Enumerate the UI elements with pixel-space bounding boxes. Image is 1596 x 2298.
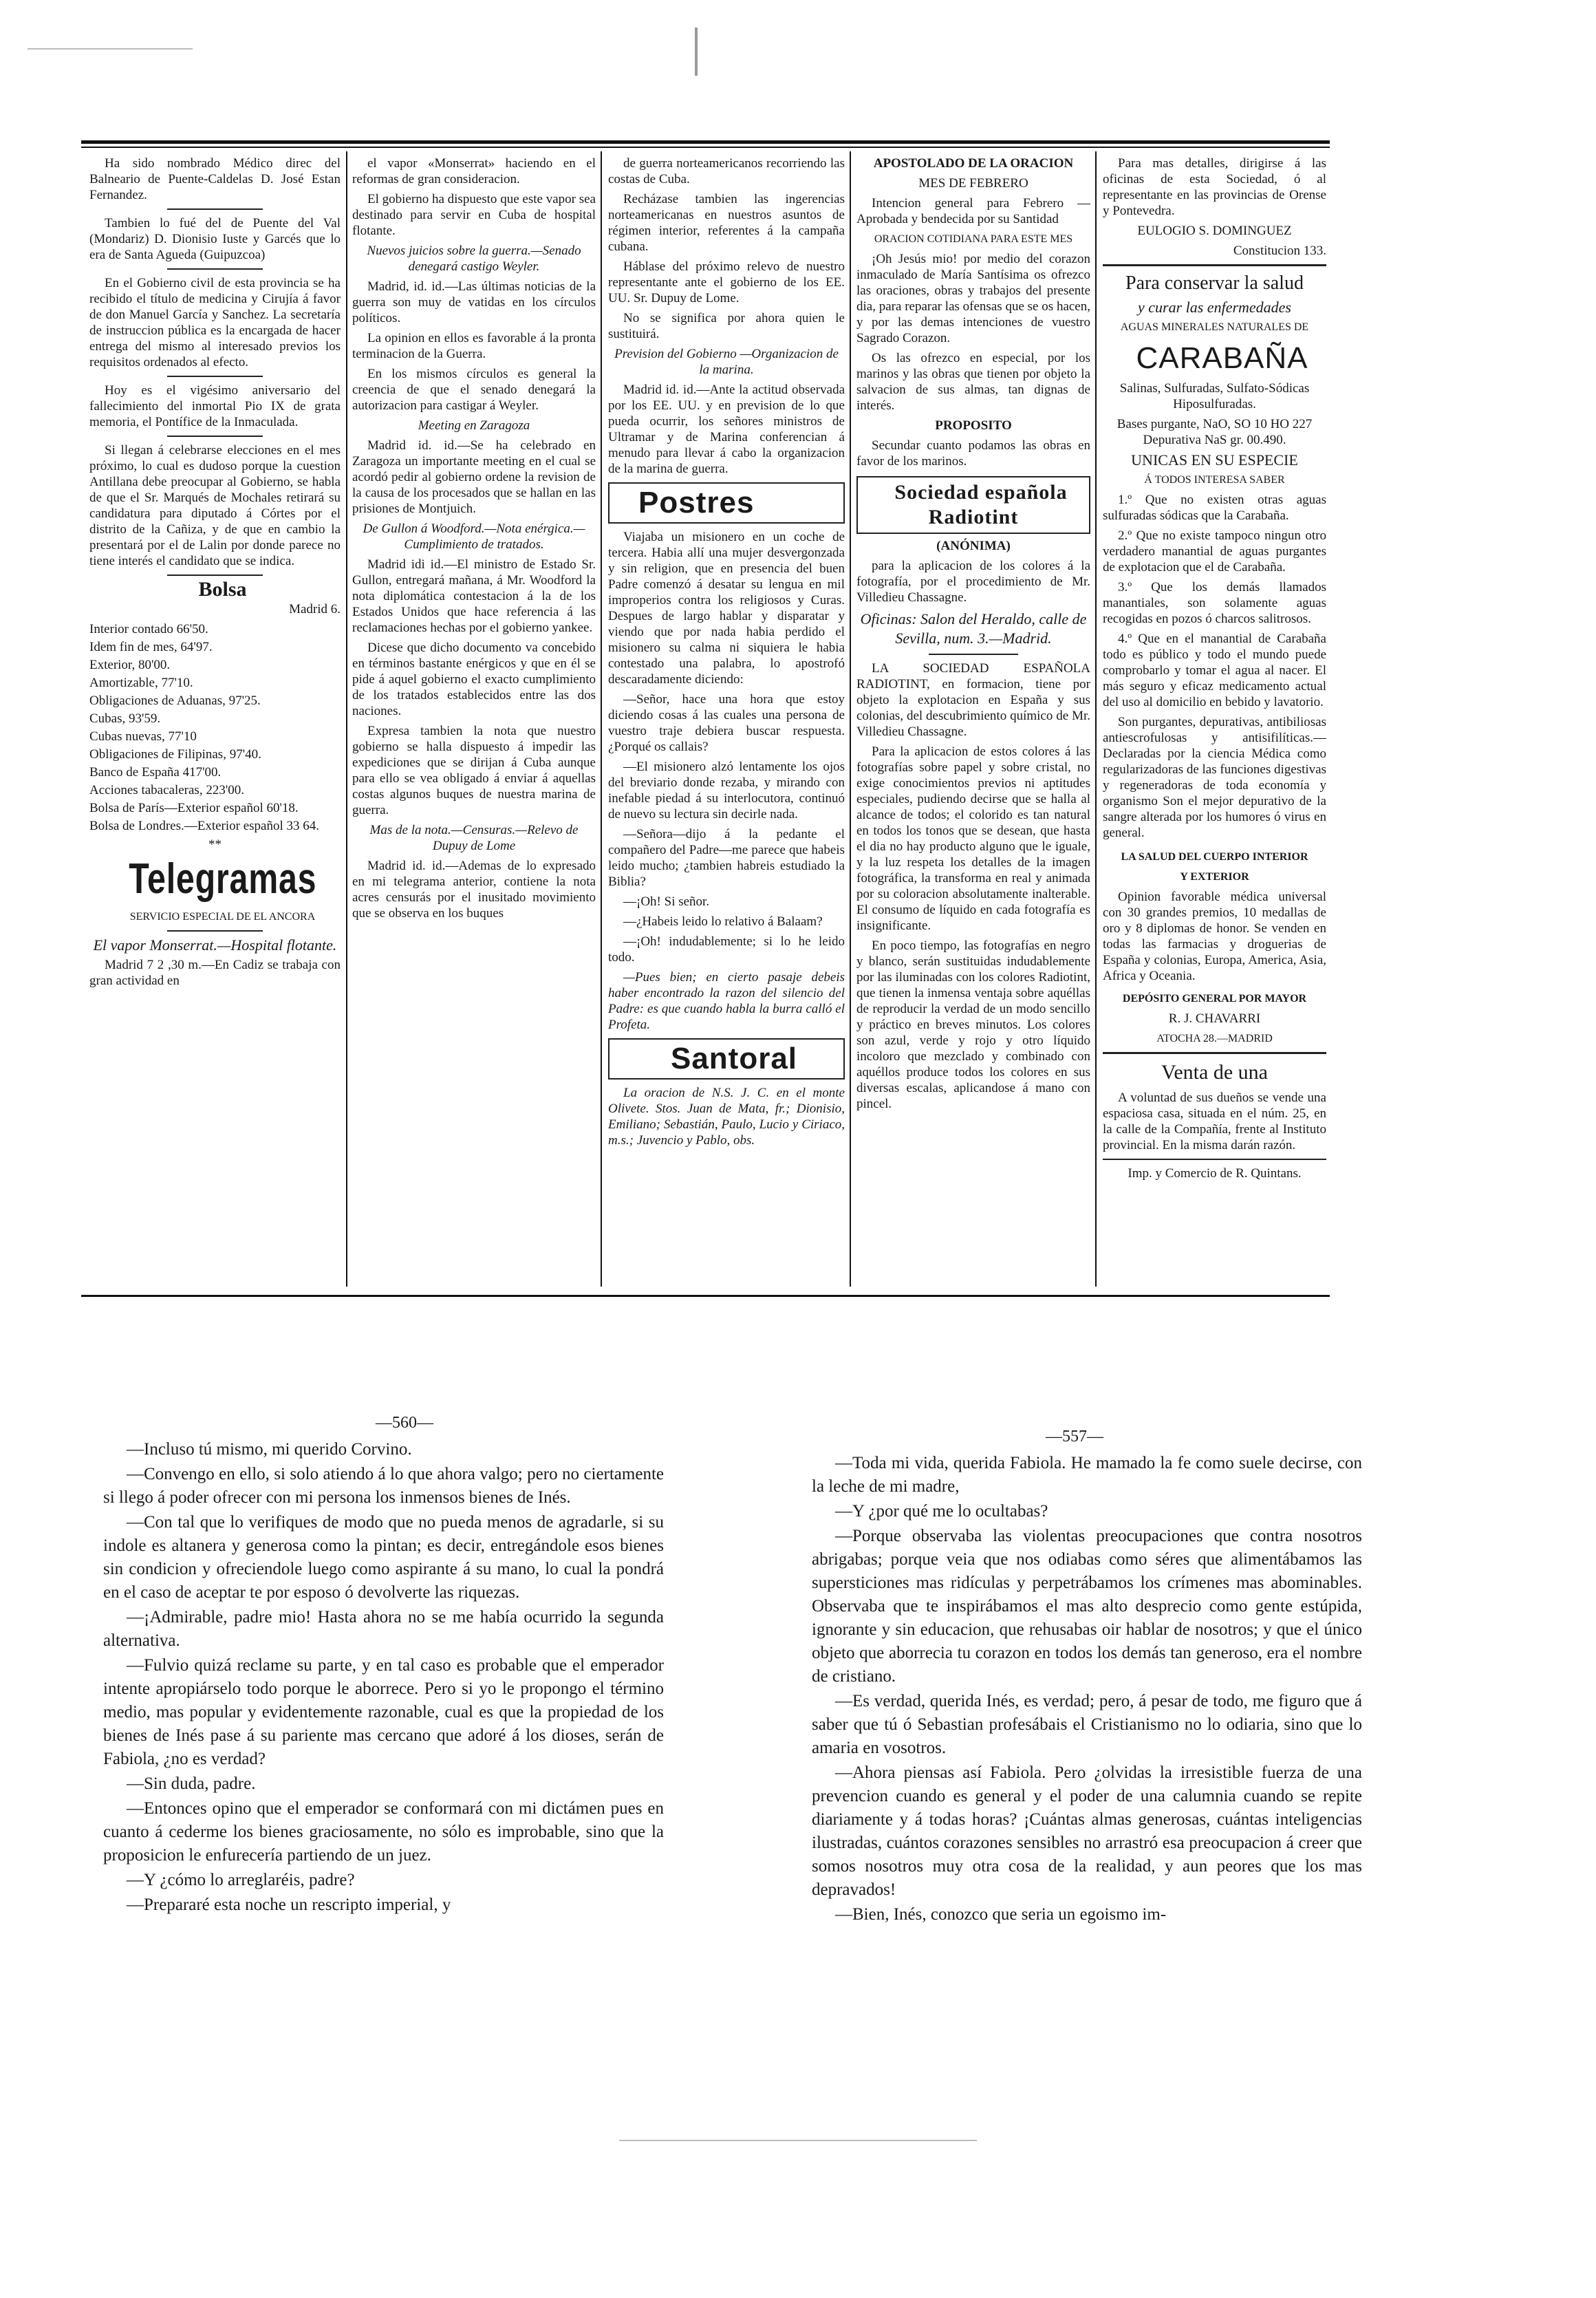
section-head: MES DE FEBRERO [918,176,1028,191]
news-item: Para mas detalles, dirigirse á las oficinas de esta Sociedad, ó al representante en las provincias de Orense y Pontevedra. [1103,156,1326,218]
ad-text: LA SALUD DEL CUERPO INTERIOR [1121,851,1308,863]
book-paragraph: —Bien, Inés, conozco que seria un egoismo im- [835,1905,1167,1924]
column-1 [89,155,341,1291]
news-item: el vapor «Monserrat» haciendo en el reformas de gran consideracion. [352,156,596,186]
book-page-right [812,1452,1362,2071]
bolsa-row: Obligaciones de Aduanas, 97'25. [89,694,261,708]
imprenta: Imp. y Comercio de R. Quintans. [1128,1166,1302,1181]
book-paragraph: —Y ¿por qué me lo ocultabas? [835,1502,1048,1521]
bolsa-row: Acciones tabacaleras, 223'00. [89,783,244,797]
radiotint-address: Oficinas: Salon del Heraldo, calle de Sevilla, num. 3.—Madrid. [860,610,1087,647]
anecdote: —Pues bien; en cierto pasaje debeis haber encontrado la razon del silencio del Padre: es que cuando habla la burra calló el Profeta. [608,970,845,1032]
section-head: Mas de la nota.—Censuras.—Relevo de Dupuy de Lome [369,823,579,853]
ad-text: Á TODOS INTERESA SABER [1144,474,1285,486]
santoral-text: La oracion de N.S. J. C. en el monte Olivete. Stos. Juan de Mata, fr.; Dionisio, Emiliano; Sebastián, Paulo, Lucio y Ciriaco, m.s.; Juvencio y Pablo, obs. [608,1086,845,1148]
bolsa-row: Banco de España 417'00. [89,765,222,780]
ad-heading: y curar las enfermedades [1137,299,1291,316]
separator [1103,1052,1326,1054]
book-paragraph: —Y ¿cómo lo arreglaréis, padre? [127,1871,355,1889]
bolsa-date: Madrid 6. [289,602,341,616]
venta-title: Venta de una [1161,1061,1268,1084]
ad-text: Salinas, Sulfuradas, Sulfato-Sódicas Hiposulfuradas. [1119,381,1310,411]
book-paragraph: —¡Admirable, padre mio! Hasta ahora no se me había ocurrido la segunda alternativa. [103,1608,664,1650]
news-item: En poco tiempo, las fotografías en negro y blanco, serán sustituidas indudablemente por las iluminadas con los colores Radiotint, que tienen la inmensa ventaja sobre aquéllas de reproducir la verdad de un modo sencillo y práctico en breves minutos. Los colores son azul, verde y rojo y otro líquido incoloro que mezclado y combinado con aquéllos produce todos los colores en sus diversas escalas, aplicandose á mano con pincel. [856,938,1090,1111]
separator [929,654,1017,655]
bolsa-row: Interior contado 66'50. [89,622,208,636]
telegramas-banner: Telegramas [129,855,317,903]
ad-list-item: 4.º Que en el manantial de Carabaña todo es público y todo el mundo puede comprobarlo y tomar el agua al nacer. El más seguro y eficaz medicamento actual del uso al domicilio en bebido y lavatorio. [1103,632,1326,709]
prayer: Secundar cuanto podamos las obras en favor de los marinos. [856,438,1090,469]
news-item: Ha sido nombrado Médico direc del Balneario de Puente-Caldelas D. José Estan Fernandez. [89,156,341,202]
bottom-rule [81,1295,1330,1297]
news-item: Hoy es el vigésimo aniversario del fallecimiento del inmortal Pio IX de grata memoria, el Pontífice de la Inmaculada. [89,383,341,429]
bolsa-title: Bolsa [198,578,247,601]
book-paragraph: —Sin duda, padre. [127,1774,256,1793]
anecdote: —Señor, hace una hora que estoy diciendo cosas á las cuales una persona de vuestro traje debiera buscar respuesta. ¿Porqué os callais? [608,692,845,754]
ad-list-item: 3.º Que los demás llamados manantiales, son solamente aguas recogidas en pozos ó charcos salitrosos. [1103,580,1326,626]
news-item: Madrid id. id.—Ademas de lo expresado en mi telegrama anterior, contiene la nota acres censurás por el inusitado movimiento que se observa en los buques [352,859,596,921]
book-paragraph: —Incluso tú mismo, mi querido Corvino. [127,1440,412,1459]
separator [167,930,263,932]
column-3 [608,155,845,1291]
news-item: Háblase del próximo relevo de nuestro representante ante el gobierno de los EE. UU. Sr. Dupuy de Lome. [608,259,845,305]
separator [167,376,263,377]
news-item: Recházase tambien las ingerencias norteamericanas en nuestros asuntos de régimen interior, referentes á la campaña cubana. [608,192,845,254]
col-divider-3 [850,151,851,1287]
news-item: LA SOCIEDAD ESPAÑOLA RADIOTINT, en formacion, tiene por objeto la explotacion en España y sus colonias, del descubrimiento químico de Mr. Villedieu Chassagne. [856,661,1090,739]
santoral-box [608,1038,845,1080]
book-paragraph: —Prepararé esta noche un rescripto imperial, y [127,1896,451,1914]
book-paragraph: —Es verdad, querida Inés, es verdad; pero, á pesar de todo, me figuro que á saber que tú ó Sebastian profesábais el Cristianismo no lo odiaria, sino que lo amaria en vosotros. [812,1692,1362,1757]
news-item: No se significa por ahora quien le sustituirá. [608,311,845,341]
postres-title: Postres [638,486,755,519]
news-item: Intencion general para Febrero —Aprobada y bendecida por su Santidad [856,196,1090,226]
scan-mark [695,28,698,76]
column-2 [352,155,596,1291]
page-number-left: —560— [376,1414,433,1432]
bolsa-row: Bolsa de Londres.—Exterior español 33 64. [89,819,320,833]
bolsa-row: Cubas nuevas, 77'10 [89,729,197,744]
ad-text: Bases purgante, NaO, SO 10 HO 227 Depurativa NaS gr. 00.490. [1117,417,1313,447]
news-item: En los mismos círculos es general la creencia de que el senado denegará la autorizacion para castigar á Weyler. [352,367,596,413]
scan-mark [619,2140,977,2141]
section-head: De Gullon á Woodford.—Nota enérgica.—Cumplimiento de tratados. [363,522,585,552]
santoral-title: Santoral [670,1042,798,1075]
radiotint-sub: (ANÓNIMA) [936,539,1011,553]
section-head: ORACION COTIDIANA PARA ESTE MES [874,233,1073,245]
book-paragraph: —Fulvio quizá reclame su parte, y en tal caso es probable que el emperador intente apropiárselo todo porque le aborrece. Pero si yo le propongo el término medio, mas popular y evidentemente razonable, cual es que la propiedad de los bienes de Inés pase á su pariente mas cercano que adoré á los dioses, serán de Fabiola, ¿no es verdad? [103,1656,664,1768]
bolsa-row: Obligaciones de Filipinas, 97'40. [89,747,261,762]
book-paragraph: —Ahora piensas así Fabiola. Pero ¿olvidas la irresistible fuerza de una prevencion cuando es general y el poder de una calumnia cuando se repite diariamente y á todas horas? ¡Cuántas almas generosas, cuántas inteligencias ilustradas, cuántos corazones sensibles no arrastró esa preocupacion á creer que somos nosotros muy otra cosa de la realidad, y aun peores que los mas depravados! [812,1763,1362,1899]
anecdote: —Señora—dijo á la pedante el compañero del Padre—me parece que habeis leido mucho; ¿tambien habreis estudiado la Biblia? [608,827,845,889]
ad-text: UNICAS EN SU ESPECIE [1131,451,1298,469]
news-item: Para la aplicacion de estos colores á las fotografías sobre papel y sobre cristal, no exige conocimientos previos ni aptitudes especiales, pudiendo decirse que se halla al alcance de todos; el colorido es tan natural en todos los tonos que se desean, que hasta el dia no hay producto alguno que le iguale, y la luz respeta los detalles de la imagen fotográfica, la transforma en real y animada por su coloracion absolutamente inalterable. El consumo de líquido en cada fotografía es insignificante. [856,744,1090,933]
news-item: El gobierno ha dispuesto que este vapor sea destinado para servir en Cuba de hospital flotante. [352,192,596,238]
carabana-logo: CARABAÑA [1136,341,1308,375]
column-5 [1103,155,1326,1291]
news-item: La opinion en ellos es favorable á la pronta terminacion de la Guerra. [352,331,596,361]
anecdote: —El misionero alzó lentamente los ojos del breviario donde rezaba, y mirando con inefable piedad á su interlocutora, continuó de nuevo su lectura sin decirle nada. [608,760,845,822]
radiotint-title: Sociedad española Radiotint [894,481,1068,528]
ad-heading: Para conservar la salud [1125,272,1304,294]
book-page-left [103,1438,664,2043]
news-item: Tambien lo fué del de Puente del Val (Mondariz) D. Dionisio Iuste y Garcés que lo era de Santa Agueda (Guipuzcoa) [89,216,341,262]
ad-text: Y EXTERIOR [1180,871,1249,883]
anecdote: Viajaba un misionero en un coche de tercera. Habia allí una mujer desvergonzada y sin religion, que en presencia del buen Padre comenzó á desatar su lengua en mil improperios contra los religiosos y Curas. Despues de largo hablar y disparatar y viendo que por nada habia perdido el misionero su calma ni siquiera le habia contestado una palabra, lo apostrofó descaradamente diciendo: [608,530,845,687]
col-divider-2 [601,151,602,1287]
news-item: Dicese que dicho documento va concebido en términos bastante enérgicos y que en él se pide á aquel gobierno el exacto cumplimiento de los tratados establecidos entre las dos naciones. [352,641,596,718]
top-rule-thick [81,140,1330,144]
top-rule-thin [81,147,1330,148]
book-paragraph: —Con tal que lo verifiques de modo que no pueda menos de agradarle, si su indole es altanera y generosa como la pintan; es decir, entregándole esos bienes sin condicion y ofreciendole luego como aspirante á su mano, lo cual la pondrá en el caso de aceptar te por esposo ó devolverte las riquezas. [103,1513,664,1602]
ad-list-item: 1.º Que no existen otras aguas sulfuradas sódicas que la Carabaña. [1103,493,1326,523]
page-number-right: —557— [1046,1428,1103,1446]
anecdote: —¡Oh! Si señor. [623,894,710,909]
section-head: APOSTOLADO DE LA ORACION [873,156,1074,171]
servicio-especial: SERVICIO ESPECIAL DE EL ANCORA [129,911,316,923]
agent-address: Constitucion 133. [1233,244,1326,258]
separator [167,436,263,437]
book-paragraph: —Toda mi vida, querida Fabiola. He mamado la fe como suele decirse, con la leche de mi madre, [812,1454,1362,1496]
news-item: Madrid 7 2 ,30 m.—En Cadiz se trabaja con gran actividad en [89,958,341,988]
section-head: El vapor Monserrat.—Hospital flotante. [93,936,337,954]
ad-text: Opinion favorable médica universal con 30 grandes premios, 10 medallas de oro y 8 diplomas de honor. Se venden en todas las farmacias y droguerias de España y colonias, Europa, America, Asia, Africa y Oceania. [1103,890,1326,983]
bolsa-row: Exterior, 80'00. [89,658,171,672]
ad-heading: AGUAS MINERALES NATURALES DE [1120,321,1309,333]
ad-list [1103,492,1326,710]
bolsa-row: Amortizable, 77'10. [89,676,193,690]
bolsa-list [89,621,341,834]
ad-list-item: 2.º Que no existe tampoco ningun otro verdadero manantial de aguas purgantes de explotacion que el de Carabaña. [1103,528,1326,574]
book-paragraph: —Porque observaba las violentas preocupaciones que contra nosotros abrigabas; porque veia que nos odiabas como séres que alimentábamos las supersticiones mas ridículas y perpetrábamos los crímenes mas abominables. Observaba que te inspirábamos el mas alto desprecio como gente estúpida, ignorante y sin educacion, que rehusabas oir hablar de nosotros; y que el único objeto que aborrecia tu corazon en todos los demás tan generoso, era el nombre de cristiano. [812,1527,1362,1686]
news-item: Si llegan á celebrarse elecciones en el mes próximo, lo cual es dudoso porque la cuestion Antillana debe preocupar al Gobierno, se habla de que el Sr. Marqués de Mochales retirará su candidatura para diputado á Córtes por el distrito de la Cañiza, y de que en cambio la presentará por el de Lalin por donde parece no tiene interés el candidato que se indica. [89,443,341,568]
section-head: Prevision del Gobierno —Organizacion de la marina. [614,347,839,377]
news-item: de guerra norteamericanos recorriendo las costas de Cuba. [608,156,845,186]
separator [167,268,263,270]
bolsa-row: Idem fin de mes, 64'97. [89,640,213,654]
book-paragraph: —Convengo en ello, si solo atiendo á lo que ahora valgo; pero no ciertamente si llego á poder ofrecer con mi persona los inmensos bienes de Inés. [103,1465,664,1507]
prayer: Os las ofrezco en especial, por los marinos y las obras que tienen por objeto la salvacion de sus almas, tan dignas de interés. [856,351,1090,413]
bolsa-row: Bolsa de París—Exterior español 60'18. [89,801,299,815]
news-item: Expresa tambien la nota que nuestro gobierno se halla dispuesto á impedir las expediciones que se dirijan á Cuba aunque para ello se vea obligado á enviar á aquellas costas algunos buques de nuestra marina de guerra. [352,724,596,817]
section-head: Meeting en Zaragoza [418,418,530,433]
prayer: ¡Oh Jesús mio! por medio del corazon inmaculado de María Santísima os ofrezco las oraciones, obras y trabajos del presente dia, para reparar las ofensas que se os hacen, y por las demas intenciones de vuestro Sagrado Corazon. [856,252,1090,345]
bolsa-row: Cubas, 93'59. [89,711,161,726]
scan-mark [28,48,193,50]
news-item: Madrid, id. id.—Las últimas noticias de la guerra son muy de vatidas en los círculos políticos. [352,279,596,325]
col-divider-1 [346,151,347,1287]
news-item: Madrid id. id.—Ante la actitud observada por los EE. UU. y en prevision de lo que pueda ocurrir, los señores ministros de Ultramar y de Marina conferencian á menudo para llevar á cabo la organizacion de la marina de guerra. [608,383,845,476]
postres-box [608,482,845,524]
news-item: para la aplicacion de los colores á la fotografía, por el procedimiento de Mr. Villedieu Chassagne. [856,559,1090,605]
book-paragraph: —Entonces opino que el emperador se conformará con mi dictámen pues en cuanto á cederme los bienes graciosamente, no sólo es improbable, sino que la proposicion le enfurecería partiendo de un juez. [103,1799,664,1865]
news-item: Madrid id. id.—Se ha celebrado en Zaragoza un importante meeting en el cual se acordó pedir al gobierno ordene la revision de la causa de los procesados que se hallan en las prisiones de Montjuich. [352,438,596,516]
agent-name: EULOGIO S. DOMINGUEZ [1137,224,1292,238]
section-head: PROPOSITO [935,418,1012,433]
ad-text: ATOCHA 28.—MADRID [1156,1033,1273,1044]
ad-text: R. J. CHAVARRI [1168,1011,1261,1026]
col-divider-4 [1095,151,1097,1287]
separator [1103,1159,1326,1160]
news-item: Madrid idi id.—El ministro de Estado Sr. Gullon, entregará mañana, á Mr. Woodford la nota diplomática contestacion á la de los Estados Unidos que hace referencia á las reclamaciones hechas por el gobierno yankee. [352,557,596,635]
ad-text: DEPÓSITO GENERAL POR MAYOR [1122,993,1307,1005]
radiotint-box [856,476,1090,534]
separator [167,208,263,210]
anecdote: —¡Oh! indudablemente; si lo he leido todo. [608,934,845,965]
column-4 [856,155,1090,1291]
anecdote: —¿Habeis leido lo relativo á Balaam? [623,914,823,929]
separator [167,574,263,576]
ad-text: Son purgantes, depurativas, antibiliosas antiescrofulosas y antisifilíticas.—Declaradas por la ciencia Médica como regularizadoras de las funciones digestivas y regeneradoras de toda economía y organismo Son el mejor depurativo de la sangre alterada por los humores ó virus en general. [1103,715,1326,840]
asterisks: ** [208,837,222,852]
separator [1103,264,1326,266]
section-head: Nuevos juicios sobre la guerra.—Senado denegará castigo Weyler. [367,244,581,274]
venta-text: A voluntad de sus dueños se vende una espaciosa casa, situada en el núm. 25, en la calle de la Compañía, frente al Instituto provincial. En la misma darán razón. [1103,1091,1326,1152]
news-item: En el Gobierno civil de esta provincia se ha recibido el título de medicina y Cirujía á favor de don Manuel García y Sanchez. La secretaría de instruccion pública es la encargada de hacer entrega del mismo al interesado previos los requisitos ordenados al efecto. [89,276,341,369]
